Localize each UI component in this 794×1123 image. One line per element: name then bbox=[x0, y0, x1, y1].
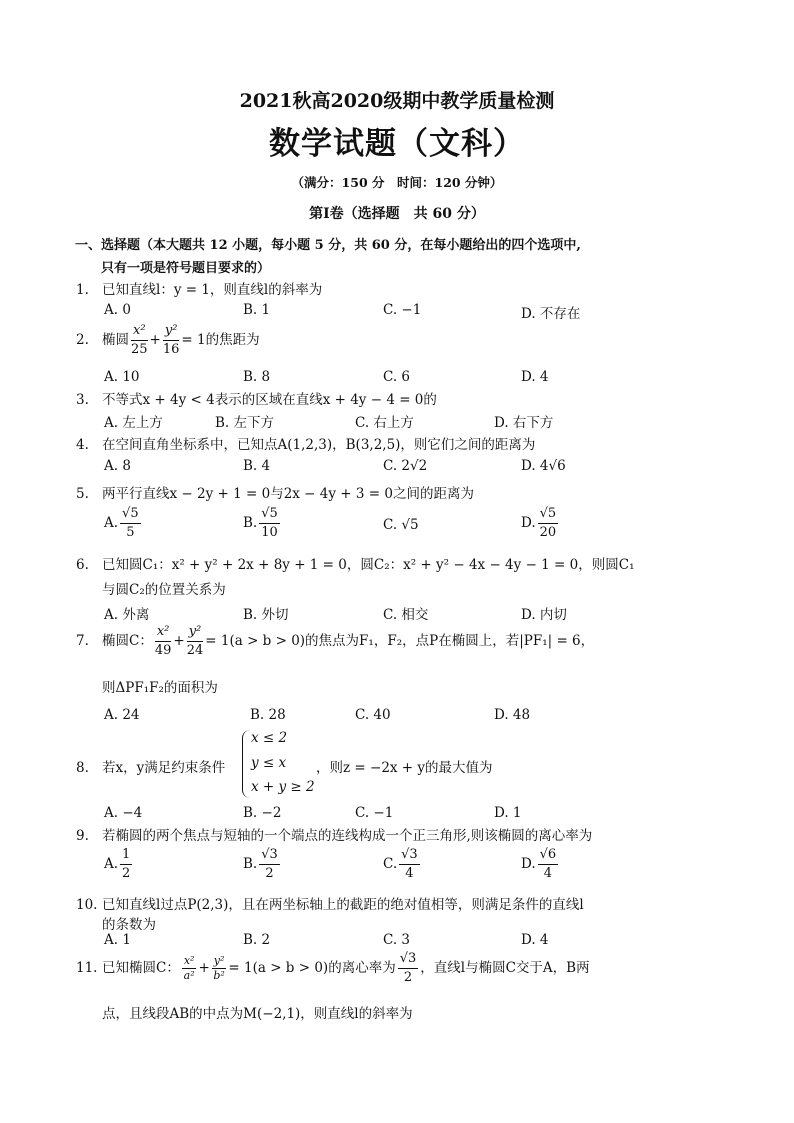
question-number: 9. bbox=[76, 828, 89, 844]
option-a: A. 1 bbox=[104, 932, 131, 948]
numerator: √5 bbox=[538, 505, 559, 524]
question-text: = 1的焦距为 bbox=[181, 332, 260, 348]
option-c: C. 6 bbox=[383, 369, 411, 385]
option-a: A. −4 bbox=[104, 805, 143, 821]
question-10 bbox=[76, 893, 584, 913]
denominator: 16 bbox=[162, 342, 180, 357]
option-a: A. 左上方 bbox=[104, 415, 163, 431]
option-letter: B. bbox=[243, 856, 258, 872]
numerator: √5 bbox=[259, 505, 280, 524]
option-c: C. 3 bbox=[383, 932, 411, 948]
fraction bbox=[120, 846, 132, 883]
option-letter: B. bbox=[243, 515, 258, 531]
option-c: C. √5 bbox=[383, 517, 419, 533]
question-9 bbox=[76, 824, 592, 844]
part-heading-line-1: 一、选择题（本大题共 12 小题，每小题 5 分，共 60 分，在每小题给出的四个选项中, bbox=[75, 238, 581, 253]
option-a: A. 8 bbox=[104, 458, 131, 474]
question-text: 在空间直角坐标系中，已知点A(1,2,3)，B(3,2,5)，则它们之间的距离为 bbox=[102, 437, 536, 453]
denominator: 2 bbox=[403, 970, 413, 985]
numerator: √6 bbox=[538, 846, 559, 865]
option-letter: A. bbox=[104, 515, 119, 531]
option-letter: D. bbox=[521, 515, 536, 531]
option-c: C. −1 bbox=[355, 805, 394, 821]
question-number: 6. bbox=[76, 557, 89, 573]
numerator: √3 bbox=[398, 950, 419, 969]
option-a: A. 24 bbox=[104, 707, 140, 723]
option-b: B. 28 bbox=[250, 707, 286, 723]
numerator: √3 bbox=[399, 846, 420, 865]
score-time-line: （满分：150 分 时间：120 分钟） bbox=[291, 175, 503, 190]
option-c: C. 2√2 bbox=[383, 458, 428, 474]
fraction bbox=[155, 623, 172, 660]
option-a bbox=[104, 846, 134, 883]
option-a: A. 0 bbox=[104, 302, 131, 318]
denominator: 10 bbox=[261, 525, 278, 540]
denominator: 20 bbox=[539, 525, 557, 540]
option-b: B. 8 bbox=[243, 369, 271, 385]
option-d bbox=[521, 846, 560, 883]
question-text: 若椭圆的两个焦点与短轴的一个端点的连线构成一个正三角形,则该椭圆的离心率为 bbox=[102, 828, 593, 844]
numerator: y² bbox=[163, 322, 180, 341]
option-b: B. 1 bbox=[243, 302, 271, 318]
option-b: B. 外切 bbox=[243, 607, 289, 623]
option-d: D. 1 bbox=[494, 805, 522, 821]
denominator: a² bbox=[183, 969, 195, 982]
denominator: 2 bbox=[122, 866, 131, 881]
constraint-1: x ≤ 2 bbox=[251, 730, 288, 746]
fraction bbox=[398, 950, 419, 987]
question-text: 已知椭圆C： bbox=[102, 960, 180, 976]
denominator: 2 bbox=[265, 866, 274, 881]
question-text: 椭圆C： bbox=[102, 633, 153, 649]
option-d: D. 内切 bbox=[521, 607, 567, 623]
option-d: D. 4√6 bbox=[521, 458, 566, 474]
option-c: C. 40 bbox=[355, 707, 391, 723]
option-b: B. 2 bbox=[243, 932, 271, 948]
exam-header-title: 2021秋高2020级期中教学质量检测 bbox=[239, 90, 555, 112]
question-text: 已知直线l过点P(2,3)，且在两坐标轴上的截距的绝对值相等，则满足条件的直线l bbox=[102, 897, 584, 913]
option-a: A. 外离 bbox=[104, 607, 150, 623]
question-8-tail: ，则z = −2x + y的最大值为 bbox=[316, 760, 493, 776]
option-d: D. 4 bbox=[521, 369, 549, 385]
fraction bbox=[187, 623, 204, 660]
option-d: D. 48 bbox=[494, 707, 531, 723]
fraction bbox=[259, 846, 280, 883]
question-number: 2. bbox=[76, 332, 89, 348]
option-letter: A. bbox=[104, 856, 119, 872]
question-number: 8. bbox=[76, 760, 89, 776]
option-b bbox=[243, 846, 282, 883]
fraction bbox=[399, 846, 420, 883]
numerator: x² bbox=[131, 322, 148, 341]
fraction bbox=[538, 846, 559, 883]
fraction bbox=[163, 322, 180, 359]
option-letter: C. bbox=[383, 856, 398, 872]
question-1 bbox=[76, 278, 322, 298]
option-c bbox=[383, 846, 422, 883]
question-text: 已知直线l：y = 1，则直线l的斜率为 bbox=[102, 282, 323, 298]
option-d: D. 不存在 bbox=[521, 306, 581, 322]
fraction bbox=[182, 954, 197, 983]
question-number: 4. bbox=[76, 437, 89, 453]
option-c: C. −1 bbox=[383, 302, 422, 318]
question-6 bbox=[76, 553, 635, 573]
numerator: √3 bbox=[259, 846, 280, 865]
option-d: D. 右下方 bbox=[494, 415, 554, 431]
question-number: 3. bbox=[76, 392, 89, 408]
question-8-stem bbox=[76, 756, 225, 776]
numerator: 1 bbox=[120, 846, 132, 865]
question-text: 已知圆C₁：x² + y² + 2x + 8y + 1 = 0，圆C₂：x² + y² − 4x − 4y − 1 = 0，则圆C₁ bbox=[102, 557, 635, 573]
option-b: B. −2 bbox=[243, 805, 282, 821]
question-4 bbox=[76, 433, 535, 453]
denominator: 25 bbox=[131, 342, 148, 357]
question-text: ，直线l与椭圆C交于A，B两 bbox=[420, 960, 590, 976]
option-a bbox=[104, 505, 143, 542]
option-d: D. 4 bbox=[521, 932, 549, 948]
fraction bbox=[212, 954, 227, 983]
fraction bbox=[538, 505, 559, 542]
question-2: 2. 椭圆 $\frac{\text{x²}}{25}$ + $\frac{\text{y²}}{16}$ = 1的焦距为 bbox=[76, 323, 260, 357]
question-11: 11. 已知椭圆C： $\frac{\text{x²}}{\text{a²}}$ + $\frac{\text{y²}}{\text{b²}}$ = 1(a > b > 0)的离心率为 $\frac{√3}{2}$ ，直线l与椭圆C交于A，B两 bbox=[76, 951, 590, 985]
question-3 bbox=[76, 388, 437, 408]
denominator: b² bbox=[213, 969, 225, 982]
question-number: 1. bbox=[76, 282, 89, 298]
option-b bbox=[243, 505, 282, 542]
question-5 bbox=[76, 482, 474, 502]
question-7: 7. 椭圆C： $\frac{\text{x²}}{49}$ + $\frac{\text{y²}}{24}$ = 1(a > b > 0)的焦点为F₁，F₂，点P在椭圆上，若|PF₁| = 6， bbox=[76, 624, 595, 658]
question-text: 若x，y满足约束条件 bbox=[102, 760, 226, 776]
option-c: C. 相交 bbox=[383, 607, 429, 623]
question-text: 椭圆 bbox=[102, 332, 129, 348]
question-10-line-2: 的条数为 bbox=[102, 917, 156, 933]
question-text: 两平行直线x − 2y + 1 = 0与2x − 4y + 3 = 0之间的距离为 bbox=[102, 486, 474, 502]
fraction bbox=[120, 505, 141, 542]
question-number: 5. bbox=[76, 486, 89, 502]
fraction bbox=[259, 505, 280, 542]
question-text: = 1(a > b > 0)的焦点为F₁，F₂，点P在椭圆上，若|PF₁| = 6， bbox=[205, 633, 595, 649]
numerator: y² bbox=[213, 954, 225, 967]
denominator: 24 bbox=[186, 643, 204, 658]
numerator: x² bbox=[183, 954, 195, 967]
part-heading-line-2: 只有一项是符号题目要求的） bbox=[101, 261, 271, 276]
denominator: 4 bbox=[543, 866, 553, 881]
part-heading bbox=[75, 234, 615, 280]
constraint-3: x + y ≥ 2 bbox=[251, 779, 315, 795]
option-d bbox=[521, 505, 560, 542]
question-6-line-2: 与圆C₂的位置关系为 bbox=[102, 582, 226, 598]
question-text: 不等式x + 4y < 4表示的区域在直线x + 4y − 4 = 0的 bbox=[102, 392, 437, 408]
denominator: 49 bbox=[154, 643, 172, 658]
question-text: = 1(a > b > 0)的离心率为 bbox=[228, 960, 396, 976]
question-number: 7. bbox=[76, 633, 89, 649]
option-a: A. 10 bbox=[104, 369, 140, 385]
option-b: B. 左下方 bbox=[215, 415, 275, 431]
numerator: y² bbox=[187, 623, 204, 642]
numerator: x² bbox=[155, 623, 172, 642]
question-number: 11. bbox=[76, 960, 98, 976]
denominator: 4 bbox=[405, 866, 414, 881]
exam-subject-title: 数学试题（文科） bbox=[269, 126, 525, 162]
denominator: 5 bbox=[126, 525, 135, 540]
option-b: B. 4 bbox=[243, 458, 271, 474]
numerator: √5 bbox=[120, 505, 141, 524]
section-title: 第Ⅰ卷（选择题 共 60 分） bbox=[309, 206, 485, 222]
question-number: 10. bbox=[76, 897, 98, 913]
question-7-line-2: 则ΔPF₁F₂的面积为 bbox=[102, 680, 218, 696]
fraction bbox=[131, 322, 148, 359]
question-11-line-2: 点，且线段AB的中点为M(−2,1)，则直线l的斜率为 bbox=[102, 1006, 413, 1022]
option-letter: D. bbox=[521, 856, 536, 872]
option-c: C. 右上方 bbox=[355, 415, 414, 431]
constraint-2: y ≤ x bbox=[251, 755, 287, 771]
